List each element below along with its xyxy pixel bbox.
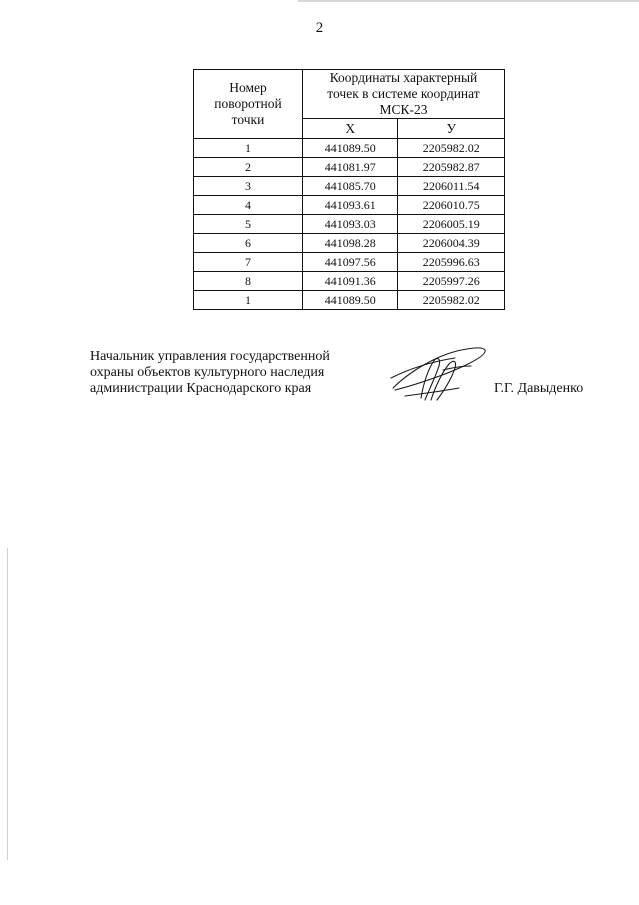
point-cell: 4 bbox=[194, 196, 303, 215]
table-body bbox=[194, 139, 505, 310]
y-cell: 2205982.02 bbox=[398, 291, 505, 310]
point-cell: 1 bbox=[194, 291, 303, 310]
handwritten-signature bbox=[385, 340, 490, 405]
table-row bbox=[194, 215, 505, 234]
coords-column-header bbox=[303, 70, 505, 119]
position-line: Начальник управления государственной bbox=[90, 349, 330, 364]
x-cell: 441097.56 bbox=[303, 253, 398, 272]
table-row bbox=[194, 234, 505, 253]
position-line: администрации Краснодарского края bbox=[90, 381, 312, 396]
top-border-line bbox=[298, 0, 639, 2]
point-column-header bbox=[194, 70, 303, 139]
point-cell: 7 bbox=[194, 253, 303, 272]
y-cell: 2206010.75 bbox=[398, 196, 505, 215]
point-cell: 1 bbox=[194, 139, 303, 158]
page-number: 2 bbox=[315, 20, 324, 36]
table-row bbox=[194, 291, 505, 310]
point-header-line: Номер bbox=[229, 80, 267, 95]
table-row bbox=[194, 272, 505, 291]
scan-margin-line bbox=[7, 548, 8, 860]
x-cell: 441091.36 bbox=[303, 272, 398, 291]
point-cell: 3 bbox=[194, 177, 303, 196]
point-cell: 6 bbox=[194, 234, 303, 253]
point-cell: 5 bbox=[194, 215, 303, 234]
x-cell: 441081.97 bbox=[303, 158, 398, 177]
y-column-header: У bbox=[398, 119, 505, 139]
x-cell: 441098.28 bbox=[303, 234, 398, 253]
y-cell: 2205997.26 bbox=[398, 272, 505, 291]
table-row bbox=[194, 196, 505, 215]
position-line: охраны объектов культурного наследия bbox=[90, 365, 325, 380]
x-cell: 441089.50 bbox=[303, 139, 398, 158]
y-cell: 2205982.87 bbox=[398, 158, 505, 177]
table-row bbox=[194, 177, 505, 196]
x-column-header: X bbox=[303, 119, 398, 139]
y-cell: 2206011.54 bbox=[398, 177, 505, 196]
table-header-row bbox=[194, 70, 505, 119]
x-cell: 441085.70 bbox=[303, 177, 398, 196]
point-cell: 8 bbox=[194, 272, 303, 291]
y-cell: 2205996.63 bbox=[398, 253, 505, 272]
signatory-name: Г.Г. Давыденко bbox=[494, 381, 584, 396]
x-cell: 441093.03 bbox=[303, 215, 398, 234]
table-row bbox=[194, 158, 505, 177]
coords-header-line: МСК-23 bbox=[379, 102, 428, 117]
point-header-line: поворотной bbox=[214, 96, 282, 111]
signatory-position bbox=[90, 349, 330, 397]
table-row bbox=[194, 253, 505, 272]
y-cell: 2206005.19 bbox=[398, 215, 505, 234]
y-cell: 2205982.02 bbox=[398, 139, 505, 158]
coords-header-line: точек в системе координат bbox=[327, 86, 480, 101]
table-row bbox=[194, 139, 505, 158]
x-cell: 441093.61 bbox=[303, 196, 398, 215]
coords-header-line: Координаты характерный bbox=[329, 70, 478, 85]
coordinates-table bbox=[193, 69, 505, 310]
y-cell: 2206004.39 bbox=[398, 234, 505, 253]
x-cell: 441089.50 bbox=[303, 291, 398, 310]
point-cell: 2 bbox=[194, 158, 303, 177]
point-header-line: точки bbox=[231, 112, 265, 127]
